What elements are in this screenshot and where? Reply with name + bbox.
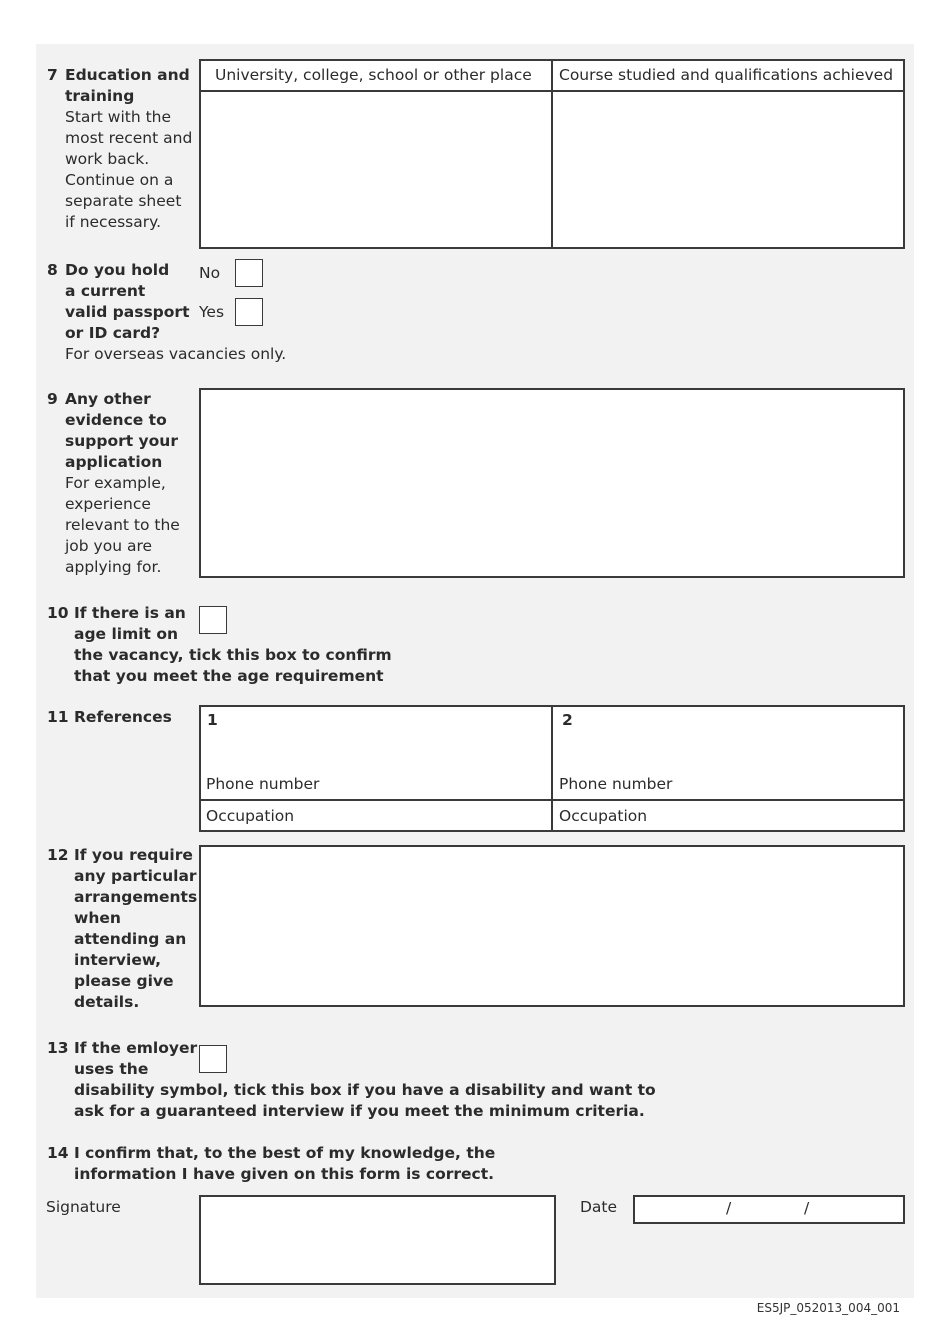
- q7-title-line-2: training: [65, 87, 135, 105]
- q8-yes-checkbox[interactable]: [235, 298, 263, 326]
- q12-title-line-5: attending an: [74, 930, 187, 948]
- q10-title-line-4: that you meet the age requirement: [74, 667, 384, 685]
- interview-arrangements-field[interactable]: [199, 845, 905, 1007]
- education-col1-header: University, college, school or other place: [215, 66, 532, 84]
- reference-1-details-field[interactable]: [201, 730, 551, 772]
- reference-1-label: 1: [207, 711, 218, 729]
- q8-note: For overseas vacancies only.: [65, 345, 287, 363]
- q11-number: 11: [47, 708, 69, 726]
- q7-help-line-2: most recent and: [65, 129, 193, 147]
- q13-number: 13: [47, 1039, 69, 1057]
- q7-help-line-4: Continue on a: [65, 171, 174, 189]
- q13-title-line-2: uses the: [74, 1060, 149, 1078]
- date-label: Date: [580, 1198, 618, 1216]
- q9-title-line-3: support your: [65, 432, 178, 450]
- q12-title-line-1: If you require: [74, 846, 193, 864]
- q9-label: [65, 389, 180, 578]
- q7-help-line-1: Start with the: [65, 108, 172, 126]
- q13-title-line-1: If the emloyer: [74, 1039, 198, 1057]
- date-separator-1: /: [726, 1199, 732, 1217]
- reference-2-phone-label: Phone number: [559, 775, 673, 793]
- q9-help-line-5: applying for.: [65, 558, 162, 576]
- education-qualifications-field[interactable]: [553, 92, 903, 247]
- q8-number: 8: [47, 261, 58, 279]
- q14-number: 14: [47, 1144, 69, 1162]
- q9-help-line-2: experience: [65, 495, 151, 513]
- q13-title-line-4: ask for a guaranteed interview if you meet the minimum criteria.: [74, 1102, 645, 1120]
- guaranteed-interview-checkbox[interactable]: [199, 1045, 227, 1073]
- q7-label: [65, 65, 192, 233]
- q12-title-line-3: arrangements: [74, 888, 198, 906]
- q10-title-line-3: the vacancy, tick this box to confirm: [74, 646, 392, 664]
- q8-yes-label: Yes: [199, 303, 225, 321]
- q12-title-line-6: interview,: [74, 951, 162, 969]
- q8-title-line-4: or ID card?: [65, 324, 161, 342]
- q12-label: [74, 845, 197, 1013]
- q9-help-line-3: relevant to the: [65, 516, 180, 534]
- q13-label: [74, 1038, 656, 1122]
- q7-number: 7: [47, 66, 58, 84]
- q7-help-line-6: if necessary.: [65, 213, 162, 231]
- q14-label: [74, 1143, 495, 1185]
- reference-1-occupation-label: Occupation: [206, 807, 295, 825]
- signature-label: Signature: [46, 1198, 121, 1216]
- q12-number: 12: [47, 846, 69, 864]
- q8-title-line-1: Do you hold: [65, 261, 170, 279]
- q11-title: References: [74, 708, 172, 726]
- other-evidence-field[interactable]: [199, 388, 905, 578]
- q8-no-label: No: [199, 264, 221, 282]
- date-separator-2: /: [804, 1199, 810, 1217]
- q7-help-line-5: separate sheet: [65, 192, 182, 210]
- form-code: ES5JP_052013_004_001: [756, 1301, 900, 1315]
- q9-help-line-4: job you are: [65, 537, 153, 555]
- q9-title-line-1: Any other: [65, 390, 151, 408]
- q12-title-line-8: details.: [74, 993, 140, 1011]
- q9-title-line-2: evidence to: [65, 411, 167, 429]
- q8-title-line-2: a current: [65, 282, 146, 300]
- q10-title-line-2: age limit on: [74, 625, 179, 643]
- q14-title-line-2: information I have given on this form is correct.: [74, 1165, 495, 1183]
- q10-title-line-1: If there is an: [74, 604, 186, 622]
- q9-help-line-1: For example,: [65, 474, 166, 492]
- q14-title-line-1: I confirm that, to the best of my knowledge, the: [74, 1144, 496, 1162]
- reference-1-phone-label: Phone number: [206, 775, 320, 793]
- date-field[interactable]: [633, 1195, 905, 1224]
- q8-title-line-3: valid passport: [65, 303, 190, 321]
- education-place-field[interactable]: [201, 92, 551, 247]
- reference-2-occupation-label: Occupation: [559, 807, 648, 825]
- q11-label: [74, 707, 172, 728]
- references-row-divider: [199, 799, 905, 801]
- q9-number: 9: [47, 390, 58, 408]
- q13-title-line-3: disability symbol, tick this box if you have a disability and want to: [74, 1081, 656, 1099]
- education-col2-header: Course studied and qualifications achieved: [559, 66, 894, 84]
- q7-title-line-1: Education and: [65, 66, 190, 84]
- signature-field[interactable]: [199, 1195, 556, 1285]
- age-requirement-checkbox[interactable]: [199, 606, 227, 634]
- q8-no-checkbox[interactable]: [235, 259, 263, 287]
- reference-2-details-field[interactable]: [553, 730, 903, 772]
- q12-title-line-2: any particular: [74, 867, 197, 885]
- q10-number: 10: [47, 604, 69, 622]
- q12-title-line-4: when: [74, 909, 121, 927]
- reference-2-label: 2: [562, 711, 573, 729]
- q12-title-line-7: please give: [74, 972, 174, 990]
- q7-help-line-3: work back.: [65, 150, 150, 168]
- q9-title-line-4: application: [65, 453, 163, 471]
- q10-label: [74, 603, 392, 687]
